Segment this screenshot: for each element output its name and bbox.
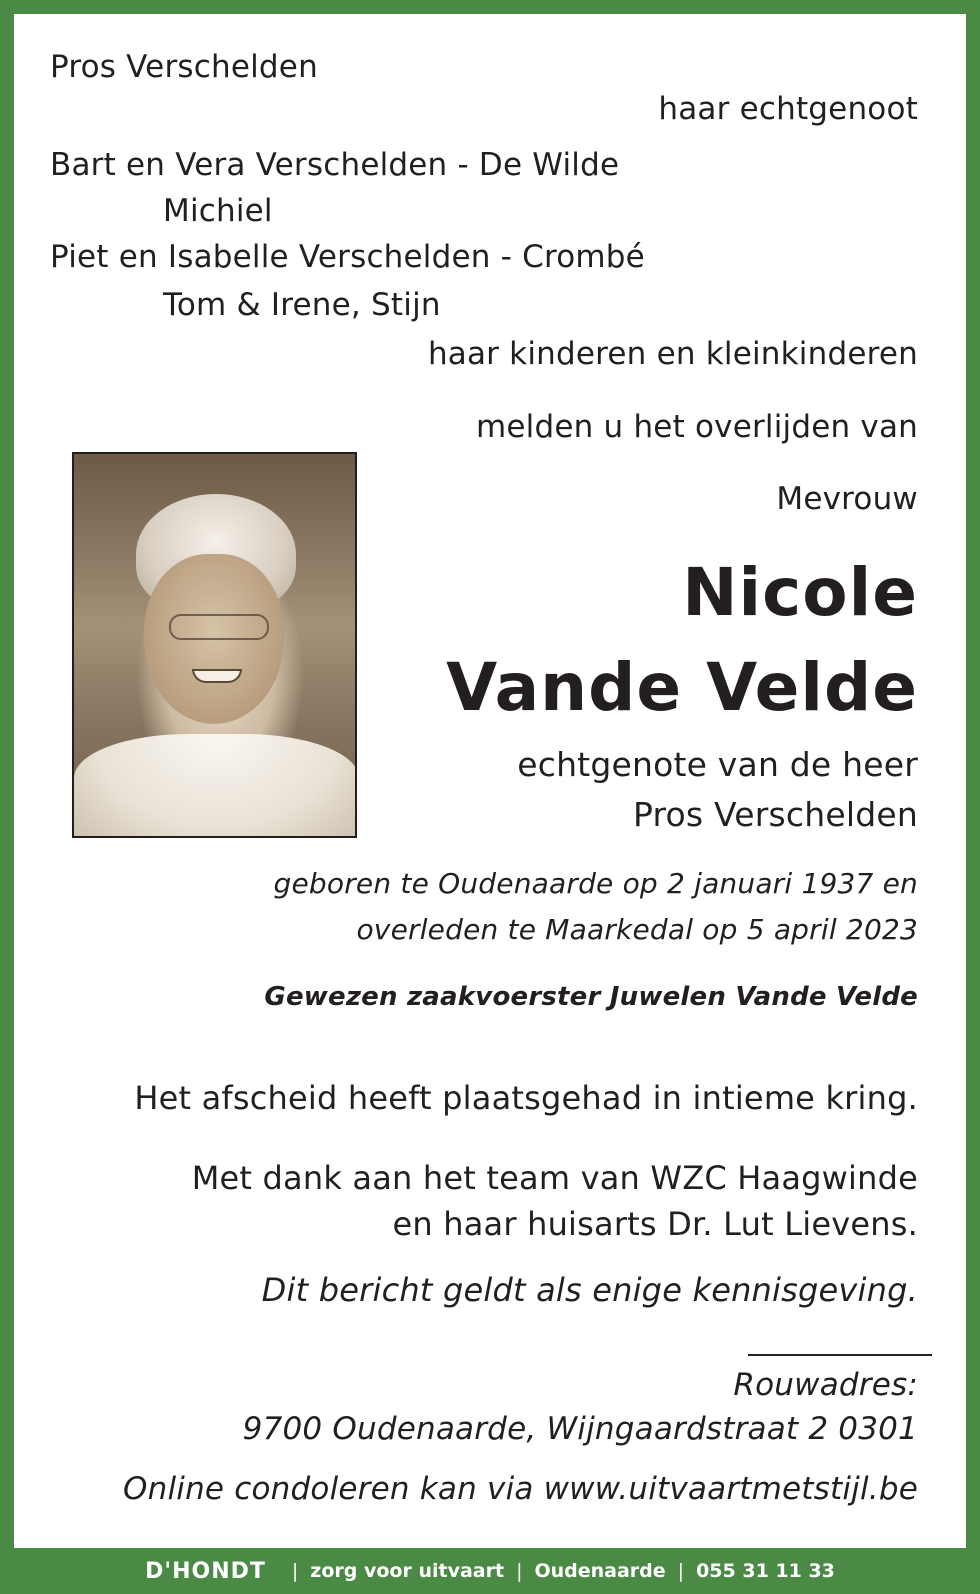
death-info: overleden te Maarkedal op 5 april 2023 [356, 913, 918, 946]
footer-tagline: zorg voor uitvaart [310, 1560, 505, 1582]
portrait-glasses [169, 614, 269, 640]
deceased-last-name: Vande Velde [446, 649, 918, 726]
birth-info: geboren te Oudenaarde op 2 januari 1937 en [273, 867, 918, 900]
footer-separator: | [677, 1560, 685, 1582]
family-line-7: haar kinderen en kleinkinderen [427, 336, 918, 372]
family-line-6: Tom & Irene, Stijn [163, 287, 441, 323]
address-label: Rouwadres: [733, 1367, 918, 1403]
family-line-3: Bart en Vera Verschelden - De Wilde [50, 147, 620, 183]
portrait-photo [72, 452, 357, 838]
thanks-line-1: Met dank aan het team van WZC Haagwinde [191, 1159, 918, 1197]
notice-text: Dit bericht geldt als enige kennisgeving. [261, 1271, 918, 1309]
footer-phone[interactable]: 055 31 11 33 [696, 1560, 835, 1582]
family-line-4: Michiel [163, 193, 273, 229]
footer-bar [0, 1548, 980, 1594]
footer-brand-logo: D'HONDT [145, 1558, 266, 1584]
divider [748, 1354, 932, 1356]
footer-city: Oudenaarde [534, 1560, 666, 1582]
portrait-smile [192, 669, 242, 683]
occupation: Gewezen zaakvoerster Juwelen Vande Velde [264, 982, 918, 1012]
footer-separator: | [516, 1560, 523, 1582]
announcement-intro: melden u het overlijden van [476, 409, 918, 445]
mourning-address: 9700 Oudenaarde, Wijngaardstraat 2 0301 [242, 1411, 918, 1447]
condolences-link[interactable]: Online condoleren kan via www.uitvaartmetstijl.be [123, 1471, 918, 1507]
portrait-shirt [74, 734, 357, 838]
family-line-5: Piet en Isabelle Verschelden - Crombé [50, 239, 645, 275]
deceased-first-name: Nicole [682, 554, 918, 631]
family-line-1: Pros Verschelden [50, 49, 318, 85]
spouse-line-2: Pros Verschelden [632, 795, 918, 834]
spouse-line-1: echtgenote van de heer [517, 745, 918, 784]
farewell-text: Het afscheid heeft plaatsgehad in intieme kring. [134, 1079, 918, 1117]
title-mevrouw: Mevrouw [776, 481, 918, 517]
footer-separator: | [291, 1560, 299, 1582]
family-line-2: haar echtgenoot [658, 91, 918, 127]
thanks-line-2: en haar huisarts Dr. Lut Lievens. [392, 1205, 918, 1243]
